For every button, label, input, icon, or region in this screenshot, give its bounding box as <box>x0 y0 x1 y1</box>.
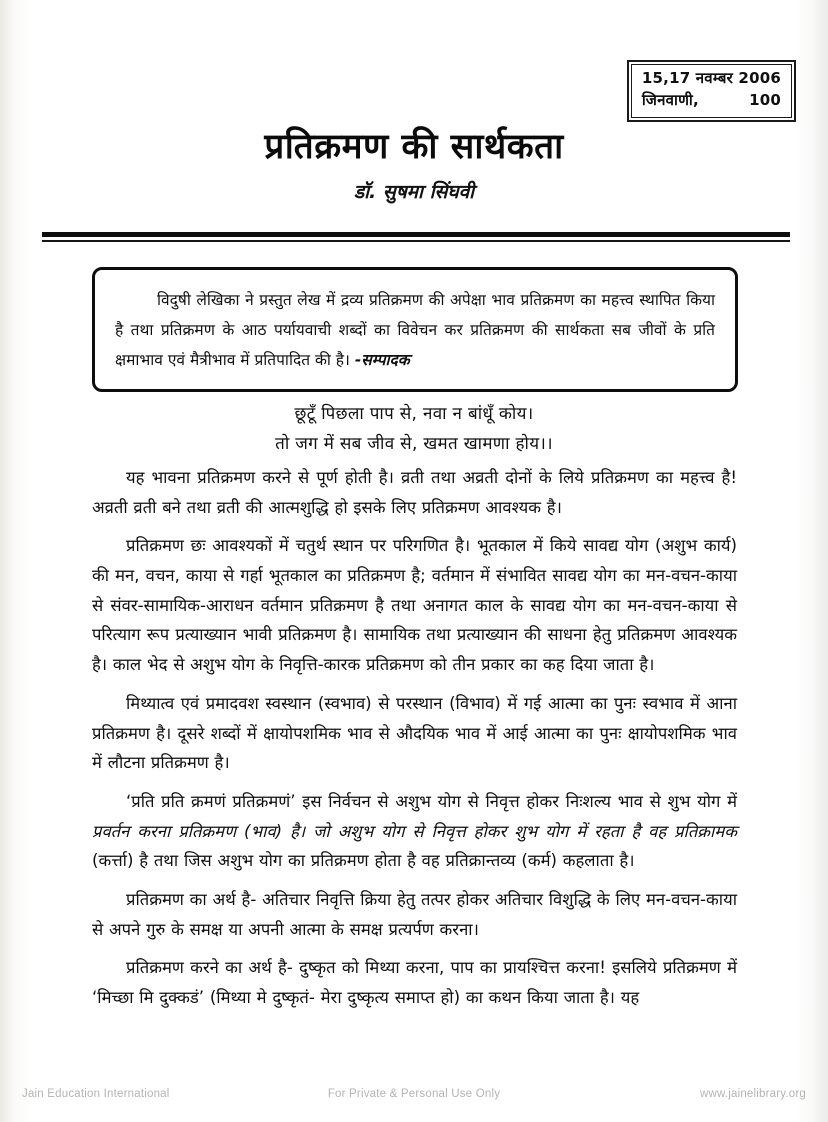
paragraph-4 <box>92 787 737 876</box>
editor-note-text <box>115 286 715 375</box>
divider-thin-line <box>42 240 790 242</box>
paragraph-2: प्रतिक्रमण छः आवश्यकों में चतुर्थ स्थान पर परिगणित है। भूतकाल में किये सावद्य योग (अशुभ कार्य) की मन, वचन, काया से गर्हा भूतकाल का प्रतिक्रमण है; वर्तमान में संभावित सावद्य योग का मन-वचन-काया से संवर-सामायिक-आराधन वर्तमान प्रतिक्रमण है तथा अनागत काल के सावद्य योग का मन-वचन-काया से परित्याग रूप प्रत्याख्यान भावी प्रतिक्रमण है। सामायिक तथा प्रत्याख्यान की साधना हेतु प्रतिक्रमण आवश्यक है। काल भेद से अशुभ योग के निवृत्ति-कारक प्रतिक्रमण को तीन प्रकार का कह दिया जाता है। <box>92 536 737 675</box>
source-stamp-page-number: 100 <box>749 90 781 109</box>
footer-left-text: Jain Education International <box>22 1088 170 1100</box>
body-copy <box>92 463 737 1022</box>
source-stamp-publication: जिनवाणी, <box>641 90 699 109</box>
source-stamp-date: 15,17 नवम्बर 2006 <box>641 69 781 87</box>
paragraph-6: प्रतिक्रमण करने का अर्थ है- दुष्कृत को मिथ्या करना, पाप का प्रायश्चित्त करना! इसलिये प्रतिक्रमण में ‘मिच्छा मि दुक्कडं’ (मिथ्या मे दुष्कृतं- मेरा दुष्कृत्य समाप्त हो) का कथन किया जाता है। यह <box>92 958 737 1007</box>
editor-note-box <box>92 267 738 392</box>
paragraph-4-part-1: ‘प्रति प्रति क्रमणं प्रतिक्रमणं’ इस निर्वचन से अशुभ योग से निवृत्त होकर निःशल्य भाव से शुभ योग में <box>126 791 737 811</box>
paragraph-1: यह भावना प्रतिक्रमण करने से पूर्ण होती है। व्रती तथा अव्रती दोनों के लिये प्रतिक्रमण का महत्त्व है! अव्रती व्रती बने तथा व्रती की आत्मशुद्धि हो इसके लिए प्रतिक्रमण आवश्यक है। <box>92 468 737 517</box>
editor-note-credit: -सम्पादक <box>354 350 410 369</box>
source-stamp-publication-row <box>642 90 781 112</box>
source-stamp-box <box>627 60 796 122</box>
editor-note-body: विदुषी लेखिका ने प्रस्तुत लेख में द्रव्य प्रतिक्रमण की अपेक्षा भाव प्रतिक्रमण का महत्त्व स्थापित किया है तथा प्रतिक्रमण के आठ पर्यायवाची शब्दों का विवेचन कर प्रतिक्रमण की सार्थकता सब जीवों के प्रति क्षमाभाव एवं मैत्रीभाव में प्रतिपादित की है। <box>115 291 715 369</box>
divider-thick-line <box>42 232 790 237</box>
footer-center-text: For Private & Personal Use Only <box>327 1088 501 1100</box>
paragraph-4-italic-part: प्रवर्तन करना प्रतिक्रमण (भाव) है। जो अशुभ योग से निवृत्त होकर शुभ योग में रहता है वह प्रतिक्रामक <box>92 821 737 841</box>
verse-block <box>0 400 828 460</box>
paragraph-5: प्रतिक्रमण का अर्थ है- अतिचार निवृत्ति क्रिया हेतु तत्पर होकर अतिचार विशुद्धि के लिए मन-वचन-काया से अपने गुरु के समक्ष या अपनी आत्मा के समक्ष प्रत्यर्पण करना। <box>92 889 737 939</box>
author-byline: डॉ. सुषमा सिंघवी <box>353 181 475 203</box>
paragraph-3: मिथ्यात्व एवं प्रमादवश स्वस्थान (स्वभाव) से परस्थान (विभाव) में गई आत्मा का पुनः स्वभाव में आना प्रतिक्रमण है। दूसरे शब्दों में क्षायोपशमिक भाव से औदयिक भाव में आई आत्मा का पुनः क्षायोपशमिक भाव में लौटना प्रतिक्रमण है। <box>92 693 737 773</box>
header-divider <box>42 232 790 242</box>
page-footer <box>0 1088 828 1100</box>
paragraph-4-part-2: (कर्त्ता) है तथा जिस अशुभ योग का प्रतिक्रमण होता है वह प्रतिक्रान्तव्य (कर्म) कहलाता है। <box>92 851 635 871</box>
source-stamp-inner <box>631 64 792 118</box>
verse-line-2: तो जग में सब जीव से, खमत खामणा होय।। <box>275 433 553 454</box>
footer-right-text: www.jainelibrary.org <box>699 1088 806 1100</box>
verse-line-1: छूटूँ पिछला पाप से, नवा न बांधूँ कोय। <box>294 404 534 424</box>
page-title: प्रतिक्रमण की सार्थकता <box>264 127 564 167</box>
